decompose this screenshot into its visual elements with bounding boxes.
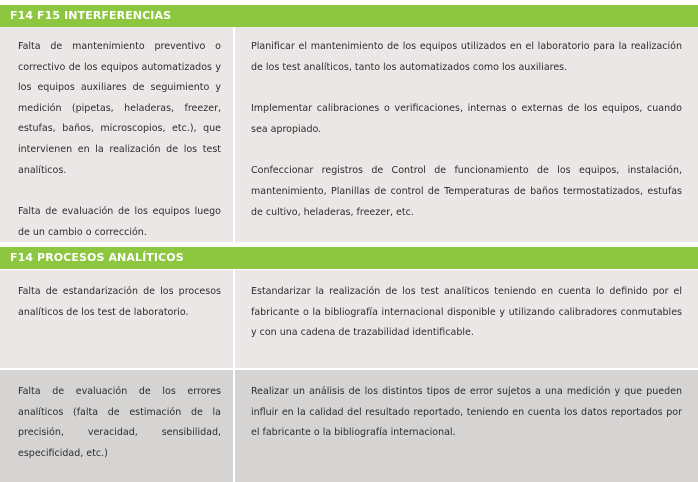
action-text: Confeccionar registros de Control de funcionamiento de los equipos, instalación, mantenimiento, Planillas de control de Temperaturas de baños termostatizados, estufas de cultivo, heladeras, freezer, etc. — [251, 165, 682, 218]
action-cell — [235, 370, 698, 482]
table-row — [0, 27, 698, 242]
problem-cell — [0, 370, 233, 482]
section-header-interferencias: F14 F15 INTERFERENCIAS — [0, 5, 698, 27]
problem-text: Falta de mantenimiento preventivo o correctivo de los equipos automatizados y los equipos auxiliares de seguimiento y medición (pipetas, heladeras, freezer, estufas, baños, microscopios, etc.), que intervienen en la realización de los test analíticos. — [18, 41, 221, 176]
table-row — [0, 370, 698, 482]
table-row — [0, 270, 698, 368]
problem-text: Falta de estandarización de los procesos analíticos de los test de laboratorio. — [18, 286, 221, 318]
problem-cell — [0, 27, 233, 242]
problem-text: Falta de evaluación de los equipos luego de un cambio o corrección. — [18, 206, 221, 238]
problem-cell — [0, 270, 233, 368]
action-cell — [235, 270, 698, 368]
action-text: Realizar un análisis de los distintos tipos de error sujetos a una medición y que pueden influir en la calidad del resultado reportado, teniendo en cuenta los datos reportados por el fabricante o la bibliografía internacional. — [251, 386, 682, 439]
action-text: Estandarizar la realización de los test analíticos teniendo en cuenta lo definido por el fabricante o la bibliografía internacional disponible y utilizando calibradores conmutables y con una cadena de trazabilidad identificable. — [251, 286, 682, 339]
action-text: Implementar calibraciones o verificaciones, internas o externas de los equipos, cuando sea apropiado. — [251, 103, 682, 135]
action-cell — [235, 27, 698, 242]
section-header-procesos-analiticos: F14 PROCESOS ANALÍTICOS — [0, 247, 698, 269]
problem-text: Falta de evaluación de los errores analíticos (falta de estimación de la precisión, veracidad, sensibilidad, especificidad, etc.) — [18, 386, 221, 459]
action-text: Planificar el mantenimiento de los equipos utilizados en el laboratorio para la realización de los test analíticos, tanto los automatizados como los auxiliares. — [251, 41, 682, 73]
